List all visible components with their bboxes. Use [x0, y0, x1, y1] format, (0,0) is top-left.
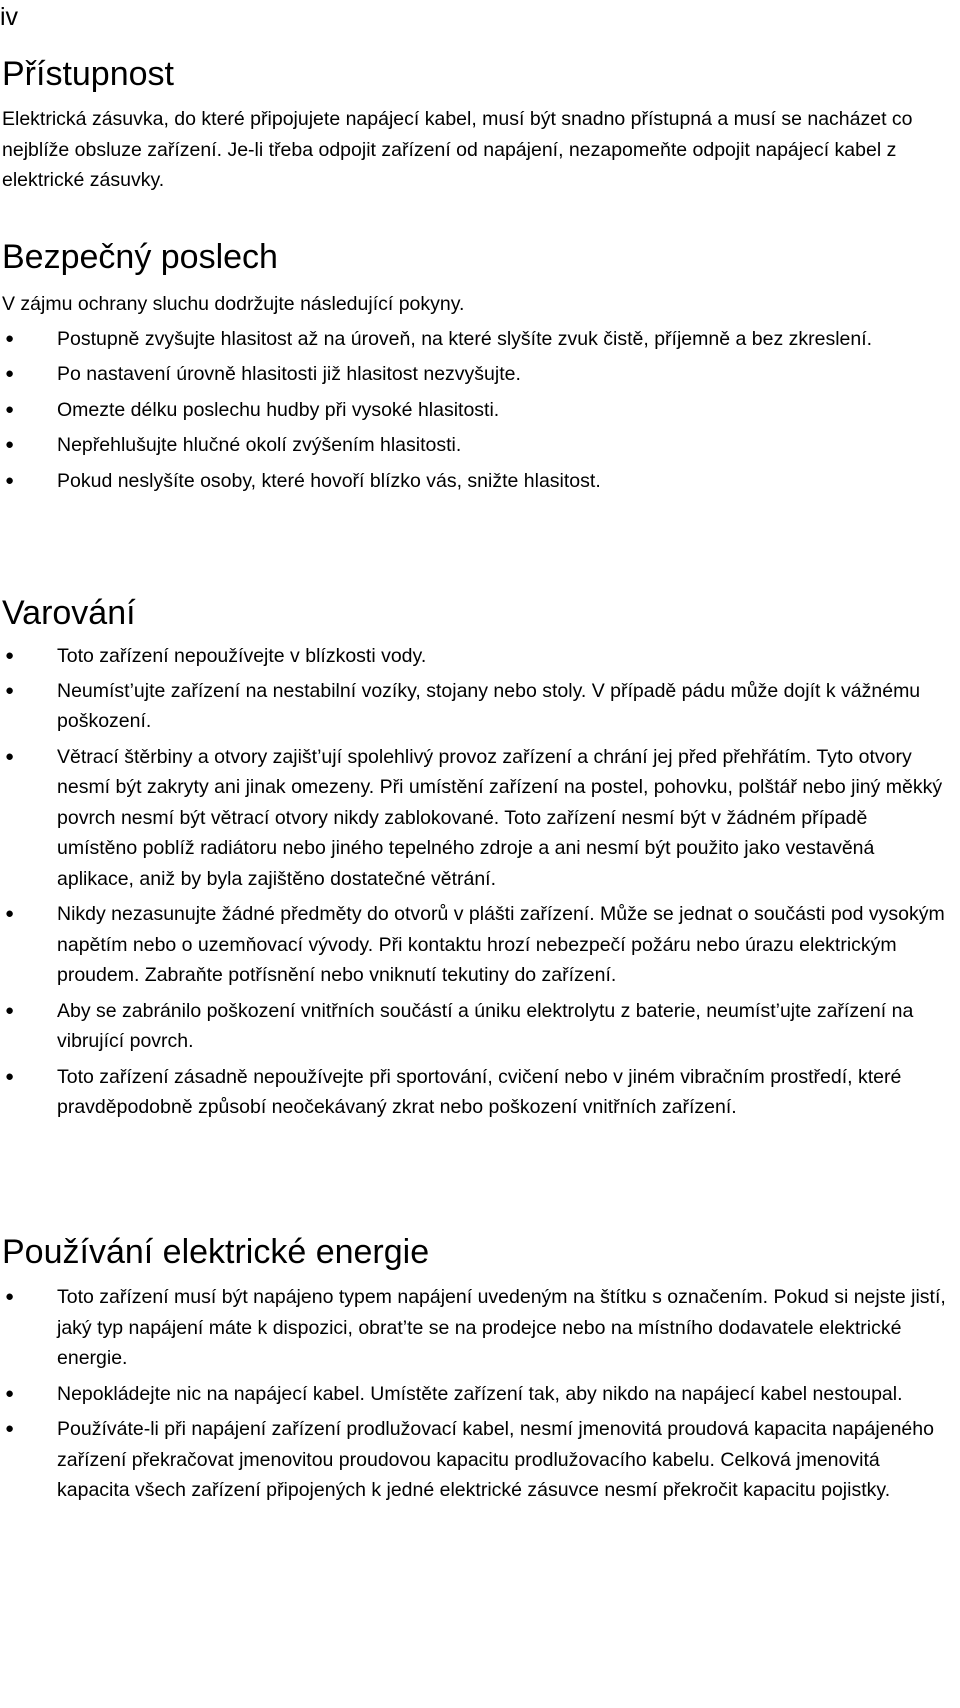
bullet-icon: ●: [5, 329, 15, 347]
electric-power-list: [0, 1282, 960, 1506]
bullet-icon: ●: [5, 400, 15, 418]
bullet-icon: ●: [5, 1384, 15, 1402]
section-title-warnings: Varování: [2, 594, 136, 632]
section-title-safe-listening: Bezpečný poslech: [2, 238, 278, 276]
bullet-icon: ●: [5, 1001, 15, 1019]
list-item: ● Toto zařízení nepoužívejte v blízkosti vody.: [0, 641, 947, 672]
bullet-icon: ●: [5, 436, 15, 453]
page-number: iv: [0, 3, 19, 31]
list-item: ● Aby se zabránilo poškození vnitřních součástí a úniku elektrolytu z baterie, neumíst’ujte zařízení na vibrující povrch.: [0, 996, 947, 1057]
bullet-icon: ●: [5, 1067, 15, 1085]
list-item: ● Postupně zvyšujte hlasitost až na úroveň, na které slyšíte zvuk čistě, příjemně a bez zkreslení.: [0, 324, 947, 355]
warnings-list: [0, 641, 960, 1123]
list-item: ● Toto zařízení zásadně nepoužívejte při sportování, cvičení nebo v jiném vibračním prostředí, které pravděpodobně způsobí neočekávaný zkrat nebo poškození vnitřních zařízení.: [0, 1062, 947, 1123]
section-title-accessibility: Přístupnost: [2, 55, 174, 93]
bullet-icon: ●: [5, 471, 15, 489]
list-item: ● Pokud neslyšíte osoby, které hovoří blízko vás, snižte hlasitost.: [0, 466, 947, 497]
list-item: ● Toto zařízení musí být napájeno typem napájení uvedeným na štítku s označením. Pokud si nejste jistí, jaký typ napájení máte k dispozici, obrat’te se na prodejce nebo na místního dodavatele elektrické energie.: [0, 1282, 947, 1374]
list-item: ● Nepřehlušujte hlučné okolí zvýšením hlasitosti.: [0, 430, 947, 461]
list-item: ● Po nastavení úrovně hlasitosti již hlasitost nezvyšujte.: [0, 359, 947, 390]
bullet-icon: ●: [5, 1288, 15, 1305]
section-title-electric-power: Používání elektrické energie: [2, 1233, 430, 1271]
bullet-icon: ●: [5, 365, 15, 382]
accessibility-paragraph: Elektrická zásuvka, do které připojujete napájecí kabel, musí být snadno přístupná a musí se nacházet co nejblíže obsluze zařízení. Je-li třeba odpojit zařízení od napájení, nezapomeňte odpojit napájecí kabel z elektrické zásuvky.: [2, 108, 913, 191]
list-item: ● Větrací štěrbiny a otvory zajišt’ují spolehlivý provoz zařízení a chrání jej před přehřátím. Tyto otvory nesmí být zakryty ani jinak omezeny. Při umístění zařízení na postel, pohovku, polštář nebo jiný měkký povrch nesmí být větrací otvory nikdy zablokované. Toto zařízení nesmí být v žádném případě umístěno poblíž radiátoru nebo jiného tepelného zdroje a ani nesmí být použito jako vestavěná aplikace, aniž by byla zajištěno dostatečné větrání.: [0, 742, 947, 895]
bullet-icon: ●: [5, 647, 15, 664]
bullet-icon: ●: [5, 747, 15, 765]
list-item: ● Nikdy nezasunujte žádné předměty do otvorů v plášti zařízení. Může se jednat o součásti pod vysokým napětím nebo o uzemňovací vývody. Při kontaktu hrozí nebezpečí požáru nebo úrazu elektrickým proudem. Zabraňte potřísnění nebo vniknutí tekutiny do zařízení.: [0, 899, 947, 991]
list-item: ● Nepokládejte nic na napájecí kabel. Umístěte zařízení tak, aby nikdo na napájecí kabel nestoupal.: [0, 1379, 947, 1410]
section-safe-listening: [0, 237, 960, 496]
safe-listening-list: [0, 324, 960, 497]
list-item: ● Neumíst’ujte zařízení na nestabilní vozíky, stojany nebo stoly. V případě pádu může dojít k vážnému poškození.: [0, 676, 947, 737]
list-item: ● Omezte délku poslechu hudby při vysoké hlasitosti.: [0, 395, 947, 426]
bullet-icon: ●: [5, 681, 15, 699]
list-item: ● Používáte-li při napájení zařízení prodlužovací kabel, nesmí jmenovitá proudová kapacita napájeného zařízení překračovat jmenovitou proudovou kapacitu prodlužovacího kabelu. Celková jmenovitá kapacita všech zařízení připojených k jedné elektrické zásuvce nesmí překročit kapacitu pojistky.: [0, 1414, 947, 1506]
bullet-icon: ●: [5, 905, 15, 922]
section-electric-power: [0, 1232, 960, 1506]
bullet-icon: ●: [5, 1420, 15, 1437]
safe-listening-intro: V zájmu ochrany sluchu dodržujte následující pokyny.: [2, 293, 465, 315]
section-accessibility: [0, 54, 960, 196]
section-warnings: [0, 593, 960, 1123]
